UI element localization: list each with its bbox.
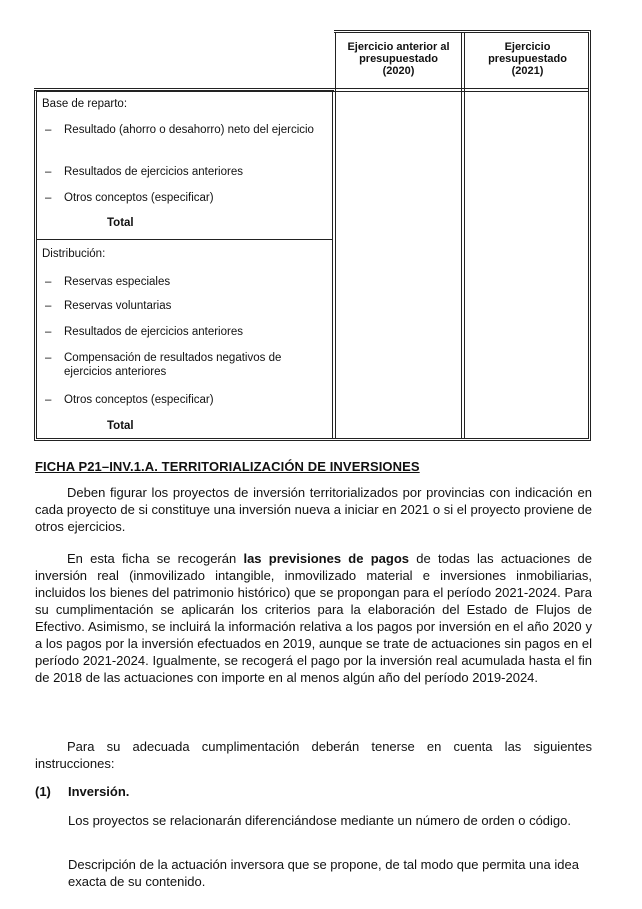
row-dist-title: Distribución:: [42, 248, 106, 260]
header-2021-line: (2021): [511, 65, 544, 77]
paragraph-3: [35, 738, 592, 772]
item-paragraph-2: Descripción de la actuación inversora que se propone, de tal modo que permita una idea exacta de su contenido.: [68, 857, 579, 889]
row-dist-3: – Resultados de ejercicios anteriores: [42, 325, 314, 339]
header-divider: [34, 88, 334, 91]
header-2021: [467, 41, 588, 77]
row-base-total: Total: [107, 217, 134, 229]
paragraph-2-text: de todas las actuaciones de inversión real (inmovilizado intangible, inmovilizado material e inversiones inmobiliarias, incluidos los bienes del patrimonio histórico) que se propongan para el período 2021-2024. Para su cumplimentación se aplicarán los criterios para la elaboración del Estado de Flujos de Efectivo. Asimismo, se incluirá la información relativa a los pagos por inversión en el año 2020 y a los pagos por la inversión efectuados en 2019, aunque se trate de actuaciones sin pagos en el período 2021-2024. Igualmente, se recogerá el pago por la inversión real acumulada hasta el fin de 2018 de las actuaciones con importe en al menos algún año del período 2019-2024.: [35, 551, 592, 685]
paragraph-1: [35, 484, 592, 535]
item-number: (1): [35, 784, 51, 799]
row-dist-2: – Reservas voluntarias: [42, 299, 314, 313]
section-divider: [37, 239, 332, 240]
paragraph-2-bold: las previsiones de pagos: [243, 551, 410, 566]
paragraph-3-text: Para su adecuada cumplimentación deberán tenerse en cuenta las siguientes instrucciones:: [35, 739, 592, 771]
item-title: Inversión.: [68, 784, 130, 799]
paragraph-1-text: Deben figurar los proyectos de inversión territorializados por provincias con indicación en cada proyecto de si constituye una inversión nueva a iniciar en 2021 o si el proyecto proviene de otros ejercicios.: [35, 485, 592, 534]
section-heading: FICHA P21–INV.1.A. TERRITORIALIZACIÓN DE INVERSIONES: [35, 459, 420, 474]
row-base-2: – Resultados de ejercicios anteriores: [42, 165, 314, 179]
row-dist-total: Total: [107, 420, 134, 432]
row-dist-4: – Compensación de resultados negativos de ejercicios anteriores: [42, 351, 314, 379]
paragraph-2: [35, 550, 592, 686]
blank-header-cell: [34, 30, 334, 91]
header-2021-line: Ejercicio: [504, 41, 551, 53]
item-paragraph-1: Los proyectos se relacionarán diferenciándose mediante un número de orden o código.: [68, 813, 571, 828]
column-divider: [461, 33, 465, 438]
row-base-3: – Otros conceptos (especificar): [42, 191, 314, 205]
paragraph-2-text: En esta ficha se recogerán: [67, 551, 244, 566]
row-base-1: – Resultado (ahorro o desahorro) neto del ejercicio: [42, 123, 314, 137]
row-dist-5: – Otros conceptos (especificar): [42, 393, 314, 407]
header-2020-line: (2020): [382, 65, 415, 77]
header-divider: [37, 91, 588, 92]
header-2020-line: Ejercicio anterior al: [347, 41, 450, 53]
row-dist-1: – Reservas especiales: [42, 275, 314, 289]
header-2021-line: presupuestado: [488, 53, 567, 65]
row-base-title: Base de reparto:: [42, 98, 128, 110]
distribution-table: [34, 30, 591, 441]
header-2020: [338, 41, 459, 77]
column-divider: [332, 33, 336, 438]
header-2020-line: presupuestado: [359, 53, 438, 65]
